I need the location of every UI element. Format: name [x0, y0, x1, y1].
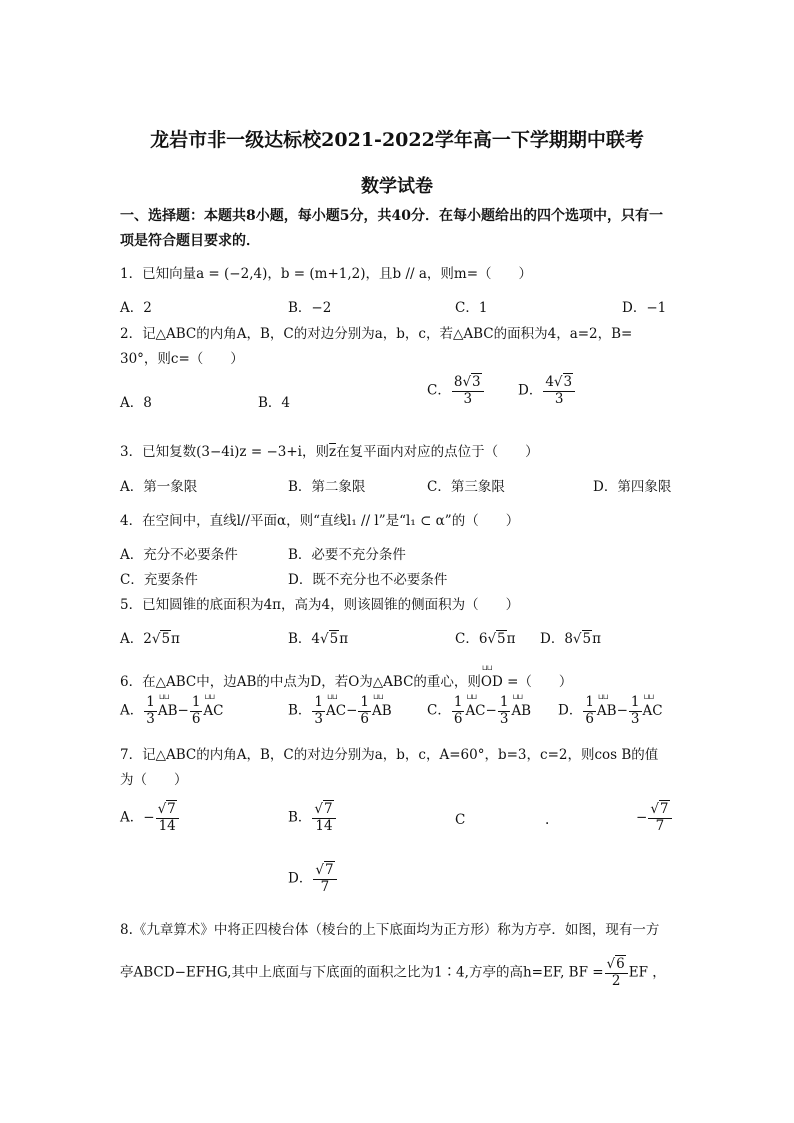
- q6-a-num2: 1: [191, 694, 201, 710]
- q5-a-coef: 2: [143, 631, 152, 647]
- q6-c-den1: 6: [453, 710, 463, 727]
- q6-d-den1: 6: [585, 710, 594, 727]
- q5-option-d: D．8√5π: [540, 631, 601, 647]
- q3-suffix: 在复平面内对应的点位于（ ）: [336, 444, 539, 460]
- question-2-line1: 2．记△ABC的内角A，B，C的对边分别为a，b，c，若△ABC的面积为4，a=2，B=: [120, 326, 633, 342]
- q7-option-b: [288, 802, 337, 834]
- q2-option-c-fraction: $\frac{8√3}{3}$: [452, 375, 484, 407]
- q7-b-den: 14: [315, 817, 333, 834]
- q6-a-den1: 3: [146, 710, 155, 727]
- q2-option-d: [518, 375, 576, 407]
- q1-option-b: B．−2: [288, 300, 332, 316]
- q8-line2-suffix: EF ，: [628, 964, 666, 981]
- q6-c-op: −: [485, 702, 497, 719]
- q4-option-c: C．充要条件: [120, 572, 198, 588]
- q6-option-c: [427, 695, 531, 727]
- q6-d-op: −: [616, 702, 628, 719]
- q5-c-label: C．: [455, 631, 479, 647]
- q6-suffix: =（ ）: [502, 674, 573, 690]
- q7-d-rad: 7: [324, 862, 334, 878]
- q6-option-b: [288, 695, 392, 727]
- section-heading-line2: 项是符合题目要求的．: [120, 233, 260, 249]
- question-8-line1: 8.《九章算术》中将正四棱台体（棱台的上下底面均为正方形）称为方亭．如图，现有一方: [120, 922, 660, 938]
- q7-c-rad: 7: [659, 801, 669, 817]
- q6-c-num1: 1: [453, 694, 463, 710]
- q7-a-frac: $\frac{√7}{14}$: [156, 802, 179, 834]
- q1-option-a: A．2: [120, 300, 152, 316]
- q7-b-rad: 7: [324, 801, 333, 817]
- q5-d-label: D．: [540, 631, 565, 647]
- q3-z-conjugate: z: [328, 444, 337, 460]
- q8-line2-prefix: 亭ABCD−EFHG,其中上底面与下底面的面积之比为1∶4,方亭的高h=EF,: [120, 964, 565, 981]
- q8-rad: 6: [616, 956, 625, 972]
- q4-option-b: B．必要不充分条件: [288, 547, 406, 563]
- q6-c-num2: 1: [499, 694, 509, 710]
- q6-vector-od: ⊔⊔ OD: [481, 674, 503, 690]
- q5-a-pi: π: [171, 631, 180, 647]
- q6-a-vec1: ⊔⊔ AB: [158, 703, 178, 719]
- q3-option-d: D．第四象限: [593, 479, 672, 495]
- q5-d-rad: 5: [582, 631, 592, 647]
- q5-a-rad: 5: [161, 631, 171, 647]
- q5-c-coef: 6: [478, 631, 488, 647]
- q2-d-rad: 3: [563, 374, 573, 390]
- q2-option-c-label: C．: [427, 382, 451, 399]
- q8-bf: BF =: [568, 964, 604, 981]
- question-6-stem: [120, 670, 572, 690]
- q5-option-c: C．6√5π: [455, 631, 516, 647]
- q7-b-label: B．: [288, 809, 312, 826]
- q6-b-vec2: ⊔⊔ AB: [372, 703, 392, 719]
- q5-a-label: A．: [120, 631, 144, 647]
- q1-option-d: D．−1: [622, 300, 667, 316]
- q3-equation: (3−4i)z = −3+i: [196, 444, 302, 460]
- q7-d-den: 7: [320, 878, 330, 895]
- q6-b-num1: 1: [314, 694, 324, 710]
- q1-suffix: ，则m=（ ）: [426, 266, 533, 282]
- q1-cond: ，且: [365, 266, 393, 282]
- q6-c-frac1: [452, 695, 465, 727]
- q7-c-den: 7: [655, 817, 665, 834]
- exam-subtitle: 数学试卷: [361, 176, 433, 197]
- q6-a-den2: 6: [191, 710, 201, 727]
- q6-b-op: −: [346, 702, 358, 719]
- q5-c-pi: π: [506, 631, 516, 647]
- q1-vector-b: b = (m+1,2): [280, 266, 366, 282]
- q6-b-num2: 1: [360, 694, 370, 710]
- q3-prefix: 3．已知复数: [120, 444, 197, 460]
- q6-d-frac2: [629, 695, 642, 727]
- question-4-stem: 4．在空间中，直线l//平面α，则“直线l₁ // l”是“l₁ ⊂ α”的（ ）: [120, 513, 520, 529]
- q7-a-label: A．−: [120, 809, 155, 826]
- q6-a-frac2: [190, 695, 203, 727]
- question-5-stem: 5．已知圆锥的底面积为4π，高为4，则该圆锥的侧面积为（ ）: [120, 597, 520, 613]
- q6-a-num1: 1: [146, 694, 155, 710]
- q2-c-den: 3: [463, 390, 473, 407]
- q7-option-a: [120, 802, 180, 834]
- q6-b-vec1: ⊔⊔ AC: [326, 703, 346, 719]
- q1-option-c: C．1: [455, 300, 488, 316]
- q6-c-label: C．: [427, 702, 451, 719]
- q7-d-label: D．: [288, 870, 313, 887]
- q6-b-frac2: [358, 695, 371, 727]
- q6-c-den2: 3: [499, 710, 509, 727]
- q6-d-frac1: [583, 695, 596, 727]
- q6-d-num2: 1: [630, 694, 640, 710]
- q6-prefix: 6．在△ABC中，边AB的中点为D，若O为△ABC的重心，则: [120, 674, 481, 690]
- q6-a-label: A．: [120, 702, 144, 719]
- q6-c-vec1: ⊔⊔ AC: [465, 703, 485, 719]
- question-7-line2: 为（ ）: [120, 772, 188, 788]
- q6-a-op: −: [177, 702, 189, 719]
- q6-b-den1: 3: [314, 710, 324, 727]
- q6-b-label: B．: [288, 702, 312, 719]
- q4-option-d: D．既不充分也不必要条件: [288, 572, 448, 588]
- q2-option-a: A．8: [120, 395, 152, 411]
- q1-parallel: b // a: [392, 266, 427, 282]
- q1-vector-a: a = (−2,4): [196, 266, 268, 282]
- q5-b-coef: 4: [311, 631, 321, 647]
- exam-title: 龙岩市非一级达标校2021-2022学年高一下学期期中联考: [150, 129, 644, 151]
- q7-b-frac: $\frac{√7}{14}$: [312, 802, 335, 834]
- q6-a-frac1: [144, 695, 157, 727]
- q6-a-vec2: ⊔⊔ AC: [203, 703, 223, 719]
- q2-d-coef: 4: [545, 374, 554, 390]
- q4-option-a: A．充分不必要条件: [120, 547, 238, 563]
- q2-option-d-label: D．: [518, 382, 543, 399]
- question-1-stem: 1．已知向量a = (−2,4)，b = (m+1,2)，且b // a，则m=（ ）: [120, 266, 533, 282]
- q6-d-vec2: ⊔⊔ AC: [643, 703, 663, 719]
- question-3-stem: [120, 440, 539, 460]
- q7-option-c-dot: .: [545, 812, 550, 828]
- q6-d-num1: 1: [585, 694, 594, 710]
- question-2-line2: 30°，则c=（ ）: [120, 351, 244, 367]
- section-heading-line1: 一、选择题：本题共8小题，每小题5分，共40分．在每小题给出的四个选项中，只有一: [120, 208, 663, 224]
- q5-option-a: A．2√5π: [120, 631, 180, 647]
- question-7-line1: 7．记△ABC的内角A，B，C的对边分别为a，b，c，A=60°，b=3，c=2，则cos B的值: [120, 747, 659, 763]
- q2-d-den: 3: [554, 390, 564, 407]
- q7-option-c-label: C: [455, 812, 466, 828]
- q8-den: 2: [611, 972, 621, 989]
- q7-a-den: 14: [158, 817, 176, 834]
- q2-option-c: [427, 375, 485, 407]
- q2-c-coef: 8: [453, 374, 463, 390]
- q5-d-coef: 8: [564, 631, 573, 647]
- q5-b-label: B．: [288, 631, 312, 647]
- q6-option-a: [120, 695, 224, 727]
- q3-option-b: B．第二象限: [288, 479, 366, 495]
- q6-c-vec2: ⊔⊔ AB: [511, 703, 531, 719]
- q3-option-a: A．第一象限: [120, 479, 198, 495]
- q7-c-sign: −: [636, 809, 648, 826]
- q6-c-frac2: [498, 695, 511, 727]
- q7-c-frac: $\frac{√7}{7}$: [648, 802, 671, 834]
- q2-option-d-fraction: $\frac{4√3}{3}$: [543, 375, 575, 407]
- q2-c-rad: 3: [472, 374, 481, 390]
- q6-b-frac1: [312, 695, 325, 727]
- q6-d-label: D．: [558, 702, 583, 719]
- q6-d-vec1: ⊔⊔ AB: [597, 703, 617, 719]
- q6-option-d: [558, 695, 663, 727]
- q8-fraction: $\frac{√6}{2}$: [605, 957, 628, 989]
- q1-prefix: 1．已知向量: [120, 266, 197, 282]
- q7-a-rad: 7: [167, 801, 176, 817]
- q2-option-b: B．4: [258, 395, 291, 411]
- q7-option-d: [288, 863, 338, 895]
- q5-d-pi: π: [592, 631, 601, 647]
- q5-c-rad: 5: [497, 631, 506, 647]
- q7-d-frac: $\frac{√7}{7}$: [313, 863, 336, 895]
- q5-b-pi: π: [339, 631, 349, 647]
- question-8-line2: [120, 957, 666, 989]
- q3-mid: ，则: [301, 444, 329, 460]
- q5-option-b: B．4√5π: [288, 631, 349, 647]
- q5-b-rad: 5: [329, 631, 339, 647]
- q6-d-den2: 3: [630, 710, 640, 727]
- q3-option-c: C．第三象限: [427, 479, 505, 495]
- q6-b-den2: 6: [360, 710, 370, 727]
- q7-option-c-value: [636, 802, 673, 834]
